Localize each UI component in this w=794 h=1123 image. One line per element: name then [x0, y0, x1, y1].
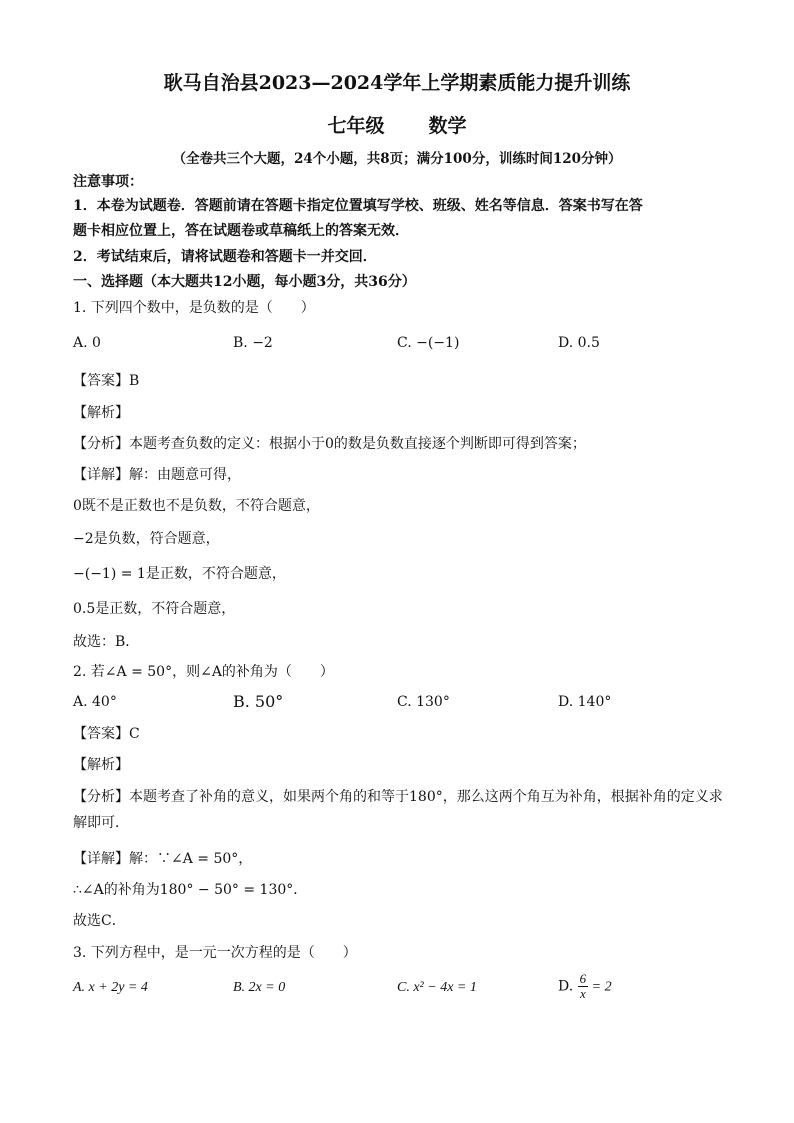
q3-option-a: A. x + 2y = 4 — [73, 980, 148, 995]
q3-option-d — [558, 972, 612, 1001]
q3-option-d-rest: = 2 — [588, 979, 612, 995]
fraction-numerator: 6 — [579, 971, 587, 986]
q2-detail-line-1: ∴∠A的补角为180° − 50° = 130°． — [73, 882, 308, 898]
exam-info: （全卷共三个大题，24个小题，共8页；满分100分，训练时间120分钟） — [172, 151, 622, 167]
q1-answer: 【答案】B — [73, 373, 140, 389]
notes-item-1-line-2: 题卡相应位置上，答在试题卷或草稿纸上的答案无效． — [73, 223, 409, 239]
q2-option-c: C. 130° — [397, 694, 450, 710]
q2-option-b: B. 50° — [233, 692, 284, 711]
notes-item-2: 2．考试结束后，请将试题卷和答题卡一并交回． — [73, 249, 377, 265]
fraction-denominator: x — [580, 986, 586, 1001]
q1-option-a: A. 0 — [73, 335, 101, 351]
q2-option-a: A. 40° — [73, 694, 117, 710]
q2-analysis-label: 【解析】 — [73, 757, 129, 773]
q2-conclusion: 故选C． — [73, 913, 126, 929]
q2-answer: 【答案】C — [73, 726, 140, 742]
q3-option-d-fraction — [578, 972, 589, 1001]
exam-title: 耿马自治县2023—2024学年上学期素质能力提升训练 — [163, 72, 631, 94]
question-2-stem: 2. 若∠A = 50°，则∠A的补角为（ ） — [73, 664, 334, 680]
q1-fenxi: 【分析】本题考查负数的定义：根据小于0的数是负数直接逐个判断即可得到答案； — [73, 436, 586, 452]
section-1-heading: 一、选择题（本大题共12小题，每小题3分，共36分） — [73, 274, 416, 290]
q1-detail-line-1: 0既不是正数也不是负数，不符合题意， — [73, 498, 320, 514]
grade-label: 七年级 — [327, 115, 385, 137]
q3-option-b: B. 2x = 0 — [233, 980, 286, 995]
notes-item-1-line-1: 1．本卷为试题卷．答题前请在答题卡指定位置填写学校、班级、姓名等信息．答案书写在答 — [73, 198, 643, 214]
q3-option-d-label: D. — [558, 978, 574, 995]
q1-detail-line-4: 0.5是正数，不符合题意， — [73, 601, 236, 617]
q1-option-b: B. −2 — [233, 335, 273, 351]
q1-analysis-label: 【解析】 — [73, 405, 129, 421]
q1-xiangjie: 【详解】解：由题意可得， — [73, 467, 241, 483]
grade-subject — [0, 111, 794, 138]
q1-detail-line-3: −(−1) = 1是正数，不符合题意， — [73, 566, 286, 582]
subject-label: 数学 — [428, 115, 467, 137]
q1-conclusion: 故选：B． — [73, 634, 140, 650]
q1-detail-line-2: −2是负数，符合题意， — [73, 531, 220, 547]
q2-option-d: D. 140° — [558, 694, 612, 710]
question-3-stem: 3. 下列方程中，是一元一次方程的是（ ） — [73, 945, 357, 961]
question-1-stem: 1. 下列四个数中，是负数的是（ ） — [73, 300, 315, 316]
notes-heading: 注意事项： — [73, 174, 143, 190]
q3-option-c: C. x² − 4x = 1 — [397, 980, 477, 995]
q2-xiangjie: 【详解】解：∵∠A = 50°， — [73, 851, 253, 867]
q1-option-c: C. −(−1) — [397, 335, 460, 351]
q1-option-d: D. 0.5 — [558, 335, 600, 351]
q2-fenxi: 【分析】本题考查了补角的意义，如果两个角的和等于180°，那么这两个角互为补角，根据补角的定义求解即可． — [73, 789, 723, 831]
